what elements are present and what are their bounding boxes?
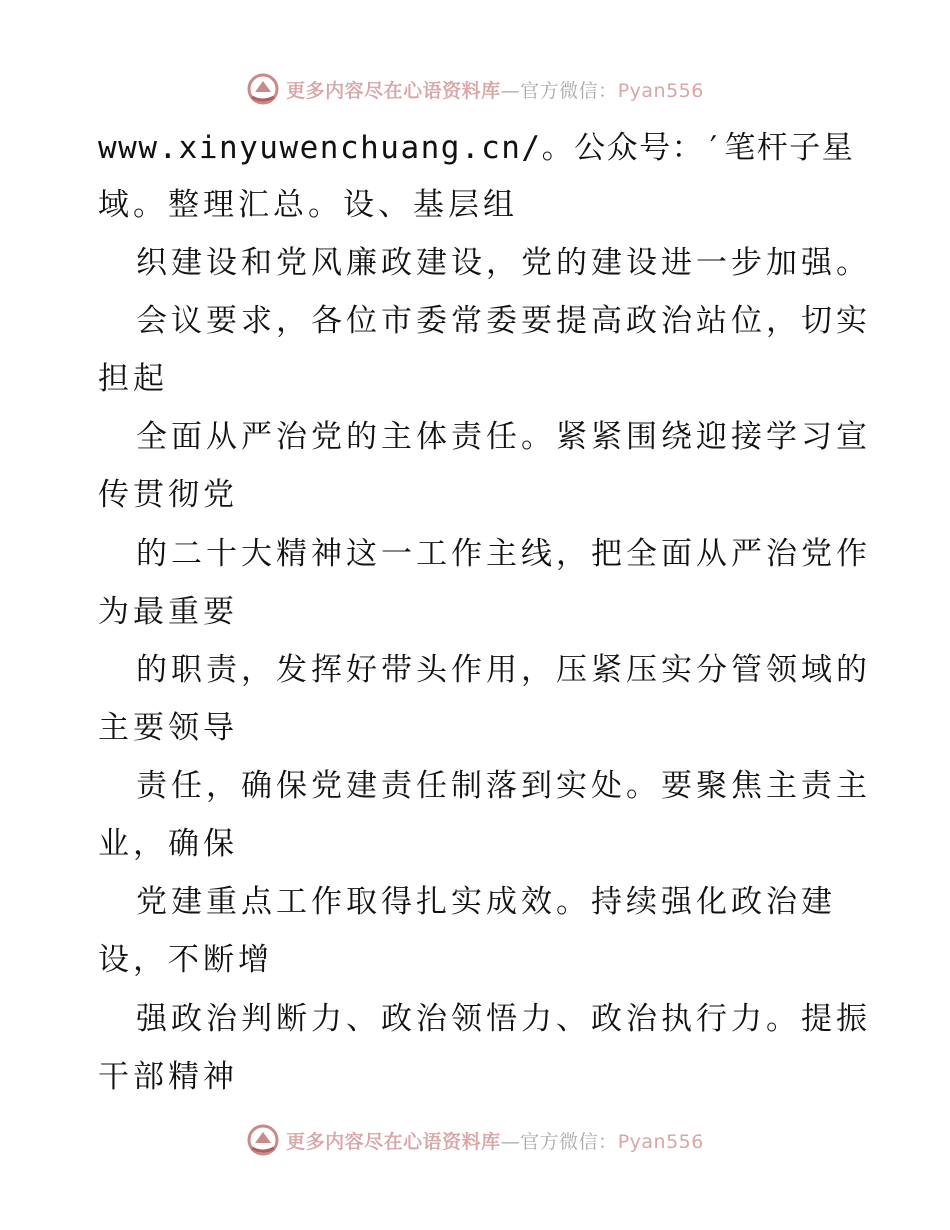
body-line-5: 担起 — [98, 361, 168, 397]
body-line-15: 设，不断增 — [98, 942, 273, 978]
body-line-10: 的职责，发挥好带头作用，压紧压实分管领域的 — [136, 652, 871, 688]
watermark-dash: — — [500, 79, 521, 102]
body-line-4: 会议要求，各位市委常委要提高政治站位，切实 — [136, 303, 871, 339]
body-line-9: 为最重要 — [98, 594, 238, 630]
watermark-wechat-id: Pyan556 — [617, 1130, 704, 1153]
body-line-1: www.xinyuwenchuang.cn/。公众号：′笔杆子星 — [98, 130, 855, 166]
body-line-8: 的二十大精神这一工作主线，把全面从严治党作 — [136, 536, 871, 572]
body-line-16: 强政治判断力、政治领悟力、政治执行力。提振 — [136, 1001, 871, 1037]
footer-watermark-banner — [0, 1122, 950, 1158]
body-line-11: 主要领导 — [98, 710, 238, 746]
body-line-13: 业，确保 — [98, 826, 238, 862]
watermark-wechat-id: Pyan556 — [617, 79, 704, 102]
watermark-wechat-label: 官方微信： — [520, 1130, 618, 1153]
watermark-brand-text: 更多内容尽在心语资料库 — [286, 79, 501, 102]
watermark-brand-text: 更多内容尽在心语资料库 — [286, 1130, 501, 1153]
header-watermark-banner — [0, 71, 950, 107]
body-line-14: 党建重点工作取得扎实成效。持续强化政治建 — [136, 884, 836, 920]
watermark-dash: — — [500, 1130, 521, 1153]
brand-logo-icon — [246, 72, 280, 106]
watermark-text — [286, 1127, 704, 1154]
body-line-3: 织建设和党风廉政建设，党的建设进一步加强。 — [136, 245, 871, 281]
brand-logo-icon — [246, 1123, 280, 1157]
watermark-wechat-label: 官方微信： — [520, 79, 618, 102]
body-line-2: 域。整理汇总。设、基层组 — [98, 187, 518, 223]
body-line-17: 干部精神 — [98, 1059, 238, 1095]
body-line-6: 全面从严治党的主体责任。紧紧围绕迎接学习宣 — [136, 419, 871, 455]
body-line-7: 传贯彻党 — [98, 477, 238, 513]
body-line-12: 责任，确保党建责任制落到实处。要聚焦主责主 — [136, 768, 871, 804]
watermark-text — [286, 76, 704, 103]
